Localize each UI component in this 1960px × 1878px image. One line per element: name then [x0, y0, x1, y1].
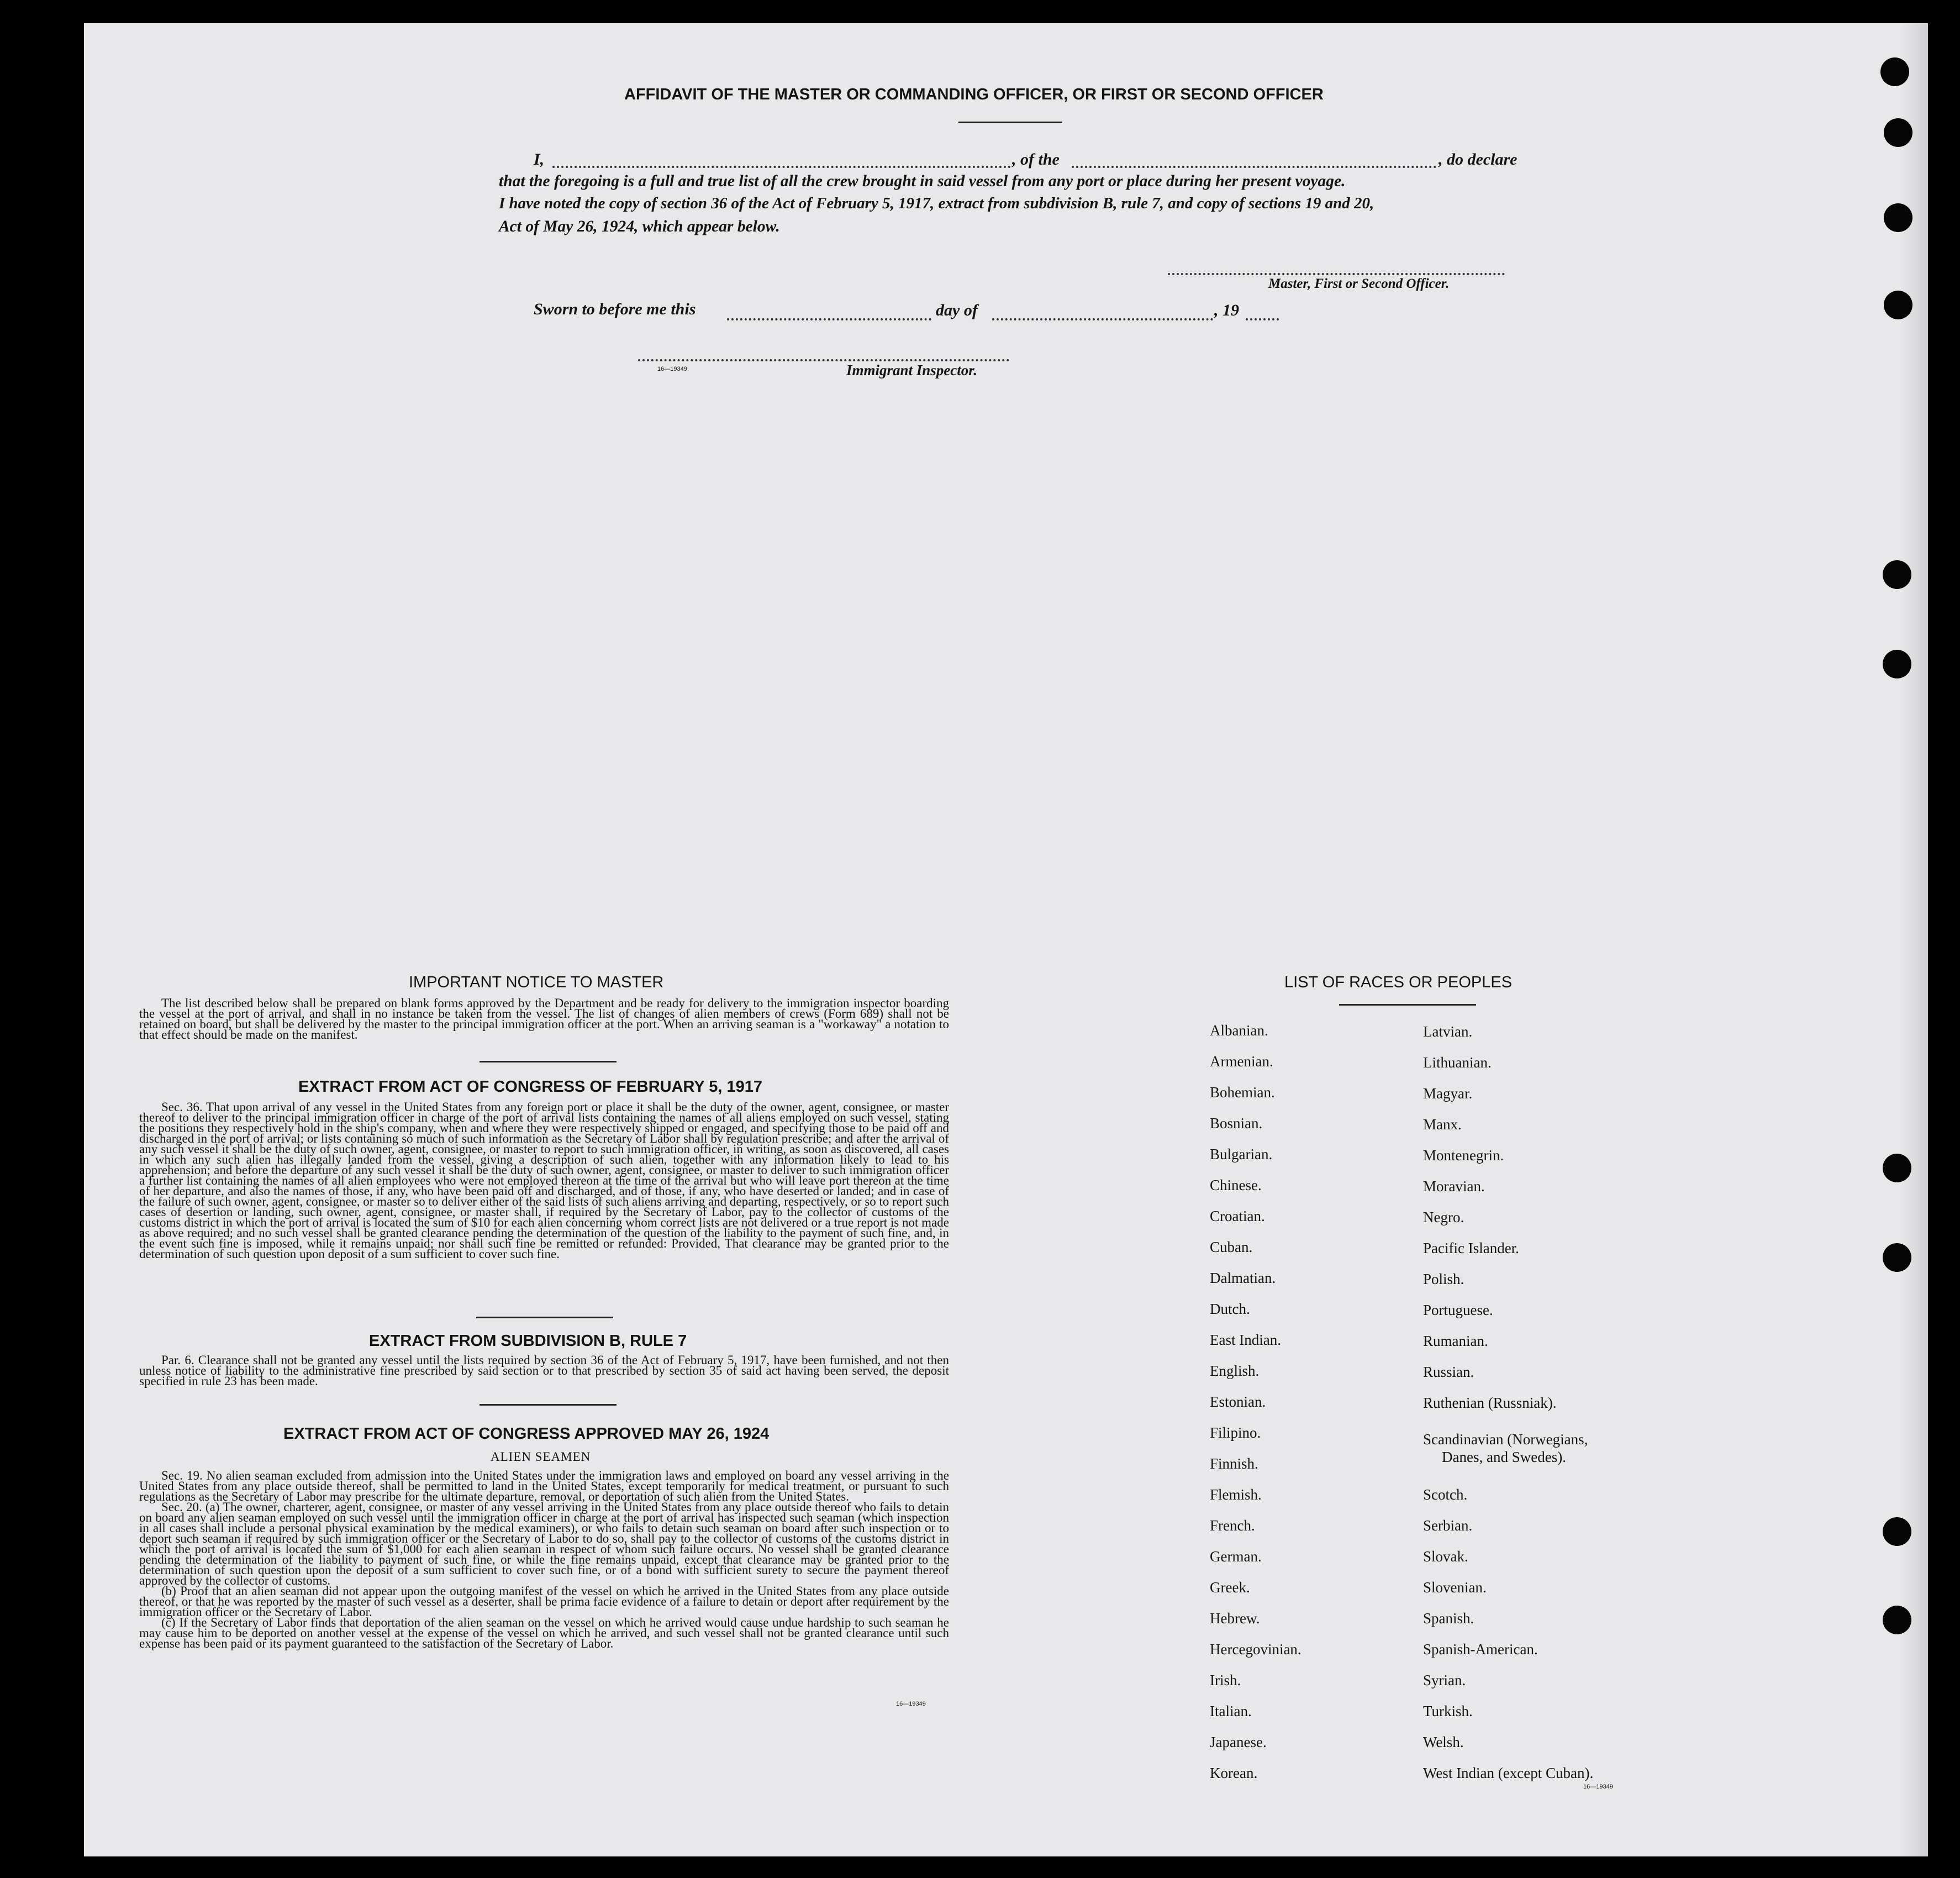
race-item: French.	[1210, 1517, 1255, 1534]
sworn-text: Sworn to before me this	[534, 300, 696, 318]
race-item: West Indian (except Cuban).	[1423, 1765, 1594, 1781]
form-code: 16—19349	[1583, 1784, 1613, 1790]
race-item: Bulgarian.	[1210, 1146, 1273, 1162]
extract-1917-text	[139, 1102, 949, 1259]
section-divider	[476, 1317, 613, 1318]
year-blank	[1246, 318, 1279, 320]
affidavit-title: AFFIDAVIT OF THE MASTER OR COMMANDING OFFICER, OR FIRST OR SECOND OFFICER	[624, 86, 1324, 103]
race-item: Portuguese.	[1423, 1302, 1493, 1318]
name-blank	[552, 166, 1011, 168]
notice-text	[139, 998, 949, 1040]
race-item: Slovenian.	[1423, 1579, 1487, 1596]
race-item: Welsh.	[1423, 1734, 1464, 1750]
race-item: English.	[1210, 1363, 1260, 1379]
signature-label: Master, First or Second Officer.	[1268, 276, 1450, 291]
race-item: Spanish.	[1423, 1610, 1474, 1627]
form-code: 16—19349	[657, 366, 687, 372]
race-item: Pacific Islander.	[1423, 1240, 1519, 1256]
affidavit-line4: Act of May 26, 1924, which appear below.	[499, 218, 780, 235]
subdivision-b-text	[139, 1355, 949, 1386]
race-item: German.	[1210, 1548, 1262, 1565]
binder-hole	[1883, 1154, 1911, 1182]
race-item: Serbian.	[1423, 1517, 1473, 1534]
section-36-paragraph: Sec. 36. That upon arrival of any vessel in the United States from any foreign port or place it shall be the duty of the owner, agent, consignee, or master thereof to deliver to the principal immigration officer in charge of the port of arrival lists containing the names of all aliens employed on such vessel, stating the positions they respectively hold in the ship's company, when and where they were respectively shipped or engaged, and specifying those to be paid off and discharged in the port of arrival; or lists containing so much of such information as the Secretary of Labor shall by regulation prescribe; and after the arrival of any such vessel it shall be the duty of such owner, agent, consignee, or master to report to such immigration officer, in writing, as soon as discovered, all cases in which any such alien has illegally landed from the vessel, giving a description of such alien, together with any information likely to lead to his apprehension; and before the departure of any such vessel it shall be the duty of such owner, agent, consignee, or master to deliver to such immigration officer a further list containing the names of all alien employees who were not employed thereon at the time of the arrival but who will leave port thereon at the time of her departure, and also the names of those, if any, who have been paid off and discharged, and of those, if any, who have deserted or landed; and in case of the failure of such owner, agent, consignee, or master so to deliver either of the said lists of such aliens arriving and departing, respectively, or so to report such cases of desertion or landing, such owner, agent, consignee, or master shall, if required by the Secretary of Labor, pay to the collector of customs of the customs district in which the port of arrival is located the sum of $10 for each alien concerning whom correct lists are not delivered or a true report is not made as above required; and no such vessel shall be granted clearance pending the determination of the question of the liability to the payment of such fine, and, in the event such fine is imposed, while it remains unpaid; nor shall such fine be remitted or refunded: Provided, That clearance may be granted prior to the determination of such question upon deposit of a sum sufficient to cover such fine.	[139, 1100, 949, 1261]
race-item: Dutch.	[1210, 1301, 1250, 1317]
race-item: Manx.	[1423, 1116, 1462, 1133]
notice-title: IMPORTANT NOTICE TO MASTER	[409, 974, 664, 991]
vessel-blank	[1072, 166, 1436, 168]
races-divider	[1339, 1004, 1476, 1006]
binder-hole	[1883, 560, 1911, 589]
race-item: Chinese.	[1210, 1177, 1262, 1193]
race-item: Danes, and Swedes).	[1442, 1449, 1566, 1465]
binder-hole	[1884, 118, 1912, 147]
title-divider	[958, 122, 1062, 123]
affidavit-line3: I have noted the copy of section 36 of the Act of February 5, 1917, extract from subdivision B, rule 7, and copy of sections 19 and 20,	[499, 194, 1374, 212]
race-item: Greek.	[1210, 1579, 1250, 1596]
inspector-line	[638, 359, 1009, 361]
sec-20c-paragraph: (c) If the Secretary of Labor finds that deportation of the alien seaman on the vessel on which he arrived would cause undue hardship to such seaman he may cause him to be deported on another vessel at the expense of the vessel on which he arrived, and such vessel shall not be granted clearance until such expense has been paid or its payment guaranteed to the satisfaction of the Secretary of Labor.	[139, 1616, 949, 1650]
race-item: Hercegovinian.	[1210, 1641, 1302, 1658]
extract-1924-text	[139, 1470, 949, 1649]
binder-hole	[1880, 57, 1909, 86]
race-item: Irish.	[1210, 1672, 1241, 1688]
race-item: Korean.	[1210, 1765, 1258, 1781]
race-item: Polish.	[1423, 1271, 1464, 1287]
race-item: Latvian.	[1423, 1023, 1473, 1040]
race-item: Japanese.	[1210, 1734, 1267, 1750]
race-item: Magyar.	[1423, 1085, 1473, 1102]
race-item: Ruthenian (Russniak).	[1423, 1395, 1557, 1411]
affidavit-i: I,	[534, 150, 545, 169]
day-blank	[727, 318, 931, 320]
race-item: Armenian.	[1210, 1053, 1273, 1070]
race-item: Bohemian.	[1210, 1084, 1275, 1101]
sec-20b-paragraph: (b) Proof that an alien seaman did not appear upon the outgoing manifest of the vessel on which he arrived in the United States from any place outside thereof, or that he was reported by the master of such vessel as a deserter, shall be prima facie evidence of a failure to detain or deport after requirement by the immigration officer or the Secretary of Labor.	[139, 1584, 949, 1619]
race-item: Scotch.	[1423, 1486, 1468, 1503]
sec-19-paragraph: Sec. 19. No alien seaman excluded from admission into the United States under the immigration laws and employed on board any vessel arriving in the United States from any place outside thereof, shall be permitted to land in the United States, except temporarily for medical treatment, or pursuant to such regulations as the Secretary of Labor may prescribe for the ultimate departure, removal, or deportation of such alien from the United States.	[139, 1469, 949, 1503]
notice-paragraph: The list described below shall be prepared on blank forms approved by the Department and be ready for delivery to the immigration inspector boarding the vessel at the port of arrival, and shall in no instance be taken from the vessel. The list of changes of alien members of crews (Form 689) shall not be retained on board, but shall be delivered by the master to the principal immigration officer at the port. When an arriving seaman is a "workaway" a notation to that effect should be made on the manifest.	[139, 996, 949, 1041]
race-item: Russian.	[1423, 1364, 1474, 1380]
race-item: Spanish-American.	[1423, 1641, 1538, 1658]
binder-hole	[1884, 203, 1912, 232]
section-divider	[480, 1061, 617, 1062]
binder-hole	[1883, 1517, 1911, 1546]
binder-hole	[1883, 1606, 1911, 1634]
race-item: Syrian.	[1423, 1672, 1466, 1688]
races-title: LIST OF RACES OR PEOPLES	[1284, 974, 1513, 991]
inspector-label: Immigrant Inspector.	[846, 362, 978, 378]
race-item: Montenegrin.	[1423, 1147, 1504, 1164]
signature-line	[1168, 273, 1505, 275]
par-6-paragraph: Par. 6. Clearance shall not be granted any vessel until the lists required by section 36 of the Act of February 5, 1917, have been furnished, and not then unless notice of liability to the administrative fine prescribed by said section or to that prescribed by section 35 of said act having been served, the deposit specified in rule 23 has been made.	[139, 1353, 949, 1388]
affidavit-of-the: , of the	[1012, 150, 1060, 169]
race-item: Finnish.	[1210, 1455, 1258, 1472]
binder-hole	[1883, 1243, 1911, 1272]
race-item: Negro.	[1423, 1209, 1464, 1225]
race-item: Turkish.	[1423, 1703, 1473, 1719]
race-item: Dalmatian.	[1210, 1270, 1276, 1286]
extract-1924-title: EXTRACT FROM ACT OF CONGRESS APPROVED MAY 26, 1924	[283, 1425, 770, 1443]
race-item: Estonian.	[1210, 1393, 1266, 1410]
race-item: Filipino.	[1210, 1424, 1261, 1441]
race-item: Rumanian.	[1423, 1333, 1488, 1349]
section-divider	[480, 1404, 617, 1406]
affidavit-do-declare: , do declare	[1439, 150, 1518, 169]
race-item: Albanian.	[1210, 1022, 1268, 1039]
binder-hole	[1883, 650, 1911, 678]
alien-seamen-subtitle: ALIEN SEAMEN	[491, 1450, 591, 1464]
day-of-text: day of	[936, 301, 978, 319]
race-item: Hebrew.	[1210, 1610, 1260, 1627]
race-item: East Indian.	[1210, 1332, 1281, 1348]
race-item: Flemish.	[1210, 1486, 1262, 1503]
extract-1917-title: EXTRACT FROM ACT OF CONGRESS OF FEBRUARY 5, 1917	[298, 1078, 763, 1096]
form-code: 16—19349	[896, 1701, 926, 1707]
race-item: Slovak.	[1423, 1548, 1468, 1565]
race-item: Scandinavian (Norwegians,	[1423, 1431, 1588, 1448]
race-item: Italian.	[1210, 1703, 1252, 1719]
affidavit-line2: that the foregoing is a full and true list of all the crew brought in said vessel from any port or place during her present voyage.	[499, 172, 1346, 190]
month-blank	[992, 318, 1213, 320]
race-item: Lithuanian.	[1423, 1054, 1492, 1071]
race-item: Bosnian.	[1210, 1115, 1263, 1132]
subdivision-b-title: EXTRACT FROM SUBDIVISION B, RULE 7	[369, 1332, 687, 1350]
year-text: , 19	[1214, 301, 1239, 319]
race-item: Moravian.	[1423, 1178, 1485, 1195]
sec-20a-paragraph: Sec. 20. (a) The owner, charterer, agent, consignee, or master of any vessel arriving in the United States from any place outside thereof who fails to detain on board any alien seaman employed on such vessel until the immigration officer in charge at the port of arrival has inspected such seaman (which inspection in all cases shall include a personal physical examination by the medical examiners), or who fails to detain such seaman on board after such inspection or to deport such seaman if required by such immigration officer or the Secretary of Labor to do so, shall pay to the collector of customs of the customs district in which the port of arrival is located the sum of $1,000 for each alien seaman in respect of whom such failure occurs. No vessel shall be granted clearance pending the determination of the liability to payment of such fine, or while the fine remains unpaid, except that clearance may be granted prior to the determination of such question upon the deposit of a sum sufficient to cover such fine, or of a bond with sufficient surety to secure the payment thereof approved by the collector of customs.	[139, 1500, 949, 1587]
race-item: Croatian.	[1210, 1208, 1265, 1224]
binder-hole	[1884, 291, 1912, 319]
race-item: Cuban.	[1210, 1239, 1253, 1255]
